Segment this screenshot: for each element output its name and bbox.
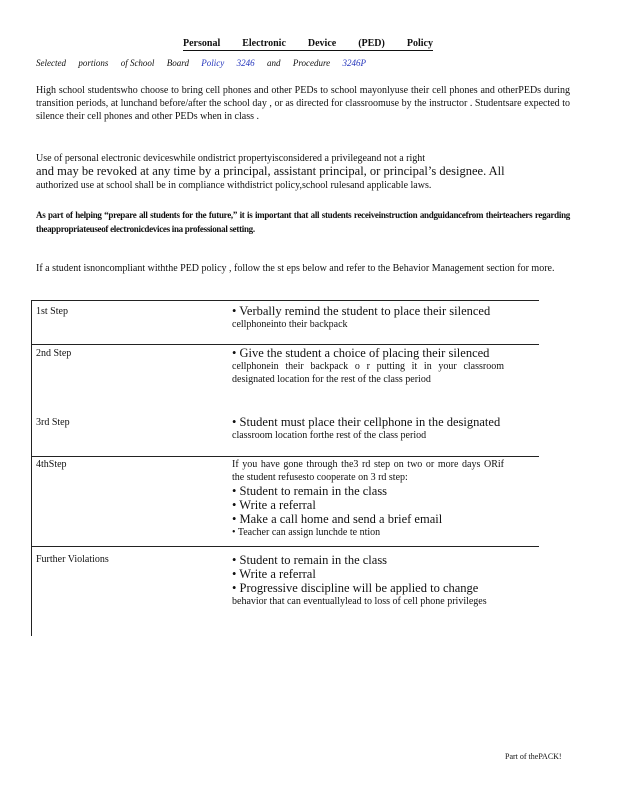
step-line: • Write a referral xyxy=(232,498,316,512)
title-word: Policy xyxy=(406,38,433,49)
step-line: behavior that can eventuallylead to loss of cell phone privileges xyxy=(232,596,487,607)
step-line: If you have gone through the3 rd step on two or more days ORif the student refusesto cooperate on 3 rd step: xyxy=(232,459,504,483)
table-divider xyxy=(31,546,539,547)
step-content xyxy=(232,458,504,539)
title-word: Device xyxy=(307,38,337,49)
policy-number-link[interactable]: 3246 xyxy=(236,58,255,68)
step-line: cellphoneinto their backpack xyxy=(232,319,348,330)
paragraph-usage: High school studentswho choose to bring cell phones and other PEDs to school mayonlyuse their cell phones and otherPEDs during transition periods, at lunchand before/after the school day , or as directed for classroomuse by the instructor . Studentsare expected to silence their cell phones and other PEDs when in class . xyxy=(36,85,570,122)
step-line: • Student to remain in the class xyxy=(232,553,388,567)
step-line: • Progressive discipline will be applied to change xyxy=(232,581,479,595)
paragraph-privilege xyxy=(36,152,570,192)
step-line: • Verbally remind the student to place their silenced xyxy=(232,304,491,318)
subtitle-word: and xyxy=(266,58,281,68)
step-label: Further Violations xyxy=(36,554,109,565)
policy-link[interactable]: Policy xyxy=(201,58,225,68)
step-line: • Student to remain in the class xyxy=(232,484,388,498)
table-divider xyxy=(31,344,539,345)
subtitle-word: Selected xyxy=(36,58,66,68)
subtitle-word: portions xyxy=(78,58,109,68)
table-left-border xyxy=(31,300,32,636)
step-line: cellphonein their backpack o r putting it in your classroom designated location for the rest of the class period xyxy=(232,361,504,385)
subtitle-word: of School xyxy=(120,58,155,68)
table-divider xyxy=(31,300,539,301)
step-label: 2nd Step xyxy=(36,348,72,359)
step-line: • Write a referral xyxy=(232,567,316,581)
subtitle-word: Procedure xyxy=(292,58,331,68)
title-word: Personal xyxy=(183,38,221,49)
step-label: 1st Step xyxy=(36,306,68,317)
table-divider xyxy=(31,456,539,457)
paragraph-line: authorized use at school shall be in compliance withdistrict policy,school rulesand applicable laws. xyxy=(36,180,432,191)
step-content xyxy=(232,553,504,608)
title-word: Electronic xyxy=(242,38,286,49)
title-word: (PED) xyxy=(358,38,385,49)
step-content xyxy=(232,415,504,442)
page-footer: Part of thePACK! xyxy=(505,752,562,761)
paragraph-line: and may be revoked at any time by a principal, assistant principal, or principal’s designee. All xyxy=(36,164,505,178)
page-title xyxy=(183,38,433,51)
paragraph-line: Use of personal electronic deviceswhile ondistrict propertyisconsidered a privilegeand not a right xyxy=(36,153,426,164)
step-line: • Give the student a choice of placing their silenced xyxy=(232,346,490,360)
procedure-number-link[interactable]: 3246P xyxy=(342,58,366,68)
subtitle xyxy=(36,58,366,68)
step-line: • Teacher can assign lunchde te ntion xyxy=(232,527,381,538)
step-content xyxy=(232,346,504,386)
paragraph-noncompliant: If a student isnoncompliant withthe PED policy , follow the st eps below and refer to the Behavior Management section for more. xyxy=(36,263,555,274)
step-content xyxy=(232,304,504,331)
paragraph-prepare: As part of helping “prepare all students for the future,” it is important that all students receiveinstruction andguidancefrom theirteachers regarding theappropriateuseof electronicdevices ina professional setting. xyxy=(36,210,570,234)
subtitle-word: Board xyxy=(166,58,189,68)
step-line: • Student must place their cellphone in the designated xyxy=(232,415,501,429)
step-label: 4thStep xyxy=(36,459,67,470)
step-line: classroom location forthe rest of the class period xyxy=(232,430,427,441)
step-label: 3rd Step xyxy=(36,417,70,428)
step-line: • Make a call home and send a brief email xyxy=(232,512,443,526)
